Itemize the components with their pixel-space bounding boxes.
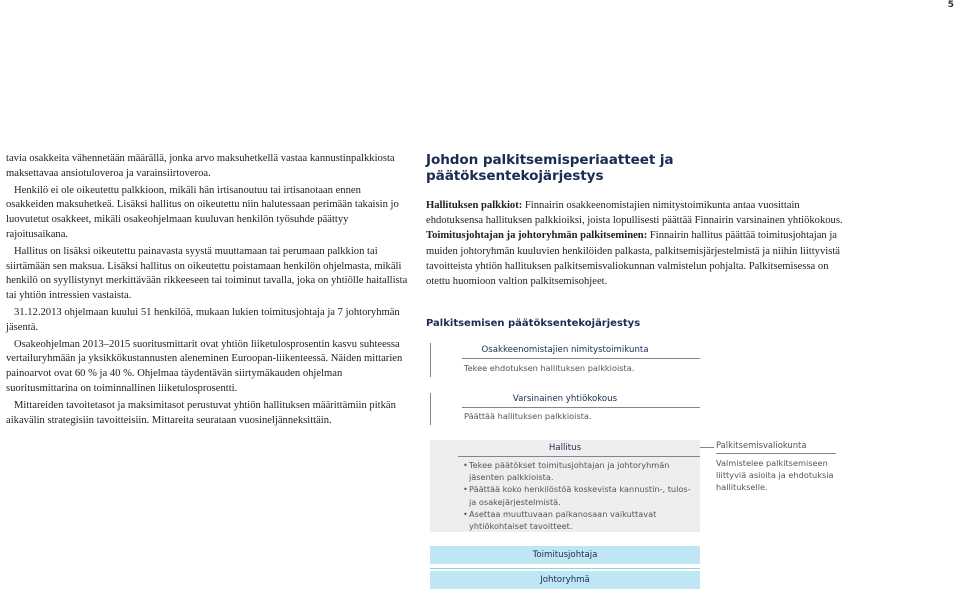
compensation-committee-divider: [716, 453, 836, 454]
left-paragraph-2: Henkilö ei ole oikeutettu palkkioon, mikäli hän irtisanoutuu tai irtisanotaan ennen osakkeiden maksuhetkeä. Lisäksi hallitus on oikeutettu niin halutessaan perimään takaisin jo luovutetut osakkeet, mikäli osakeohjelmaan kuuluvan henkilön työsuhde päättyy rajoitusaikana.: [6, 184, 399, 240]
board-divider: [458, 456, 700, 457]
board-fees-lead: Hallituksen palkkiot:: [426, 200, 523, 211]
board-duties-list: [464, 459, 696, 532]
nomination-committee-bracket: [430, 343, 431, 377]
board-duty-item: • Päättää koko henkilöstöä koskevista kannustin-, tulos- ja osakejärjestelmistä.: [464, 483, 696, 507]
agm-desc: Päättää hallituksen palkkioista.: [464, 411, 592, 421]
ceo-remuneration-text: Finnairin hallitus päättää toimitusjohtajan ja muiden johtoryhmän kuuluvien henkilöiden palkasta, palkitsemisjärjestelmistä ja niihin liittyvistä tavoitteista yhtiön hallituksen palkitsemisvaliokunnan valmistelun pohjalta. Palkitsemisessa on otettu huomioon valtion palkitsemisohjeet.: [426, 230, 840, 288]
board-fees-text: Finnairin osakkeenomistajien nimitystoimikunta antaa vuosittain ehdotuksensa hallituksen palkkioiksi, joista lopullisesti päättää Finnairin varsinainen yhtiökokous.: [426, 200, 843, 227]
board-duty-item: • Tekee päätökset toimitusjohtajan ja johtoryhmän jäsenten palkkioista.: [464, 459, 696, 483]
org-node-nomination-committee: [430, 341, 700, 379]
board-duty-item: • Asettaa muuttuvaan palkanosaan vaikuttavat yhtiökohtaiset tavoitteet.: [464, 508, 696, 532]
org-node-ceo: Toimitusjohtaja: [430, 546, 700, 564]
left-paragraph-5: Osakeohjelman 2013–2015 suoritusmittarit ovat yhtiön liiketulosprosentin kasvu suhteessa vertailuryhmään ja yksikkökustannusten aleneminen Euroopan-liikenteessä. Näiden mittarien painoarvot ovat 60 % ja 40 %. Ohjelmaa täydentävän siirtymäkauden ohjelman suoritusmittarina on toiminnallinen liiketulosprosentti.: [6, 338, 403, 394]
compensation-committee-desc: Valmistelee palkitsemiseen liittyviä asioita ja ehdotuksia hallitukselle.: [716, 458, 834, 493]
board-fees-paragraph: [426, 198, 846, 228]
nomination-committee-desc: Tekee ehdotuksen hallituksen palkkioista.: [464, 363, 635, 373]
board-committee-connector: [700, 447, 714, 448]
ceo-remuneration-paragraph: [426, 228, 846, 289]
agm-divider: [462, 407, 700, 408]
right-column: [426, 152, 846, 289]
org-node-agm: [430, 391, 700, 427]
left-paragraph-6: Mittareiden tavoitetasot ja maksimitasot perustuvat yhtiön hallituksen määrittämiin pitkän aikavälin strategisiin tavoitteisiin. Mittareita seurataan vuosineljänneksittäin.: [6, 399, 396, 426]
org-node-executive-board: Johtoryhmä: [430, 571, 700, 589]
nomination-committee-divider: [462, 358, 700, 359]
agm-bracket: [430, 393, 431, 425]
compensation-committee-label: Palkitsemisvaliokunta: [716, 440, 807, 450]
agm-label: Varsinainen yhtiökokous: [512, 394, 618, 404]
nomination-committee-label: Osakkeenomistajien nimitystoimikunta: [481, 345, 649, 355]
org-node-compensation-committee: [716, 440, 836, 494]
ceo-divider: [430, 568, 700, 569]
left-column: [6, 152, 408, 430]
section-heading: Johdon palkitsemisperiaatteet ja päätöksentekojärjestys: [426, 152, 674, 184]
left-paragraph-3: Hallitus on lisäksi oikeutettu painavasta syystä muuttamaan tai perumaan palkkion tai siirtämään sen maksua. Lisäksi hallitus on oikeutettu poistamaan henkilön ohjelmasta, mikäli henkilö on syyllistynyt merkittävään rikkeeseen tai toiminut tavalla, joka on yhtiölle haitallista tai yhtiön intressien vastaista.: [6, 245, 408, 302]
org-node-board: [430, 440, 700, 532]
page-number: 5: [947, 0, 954, 10]
intro-text: [426, 198, 846, 289]
org-chart-title: Palkitsemisen päätöksentekojärjestys: [426, 318, 641, 329]
ceo-remuneration-lead: Toimitusjohtajan ja johtoryhmän palkitseminen:: [426, 230, 648, 242]
board-label: Hallitus: [548, 443, 582, 453]
left-paragraph-4: 31.12.2013 ohjelmaan kuului 51 henkilöä, mukaan lukien toimitusjohtaja ja 7 johtoryhmän jäsentä.: [6, 306, 400, 333]
left-paragraph-1: tavia osakkeita vähennetään määrällä, jonka arvo maksuhetkellä vastaa kannustinpalkkiosta maksettavaa ansiotuloveroa ja varainsiirtoveroa.: [6, 153, 395, 179]
